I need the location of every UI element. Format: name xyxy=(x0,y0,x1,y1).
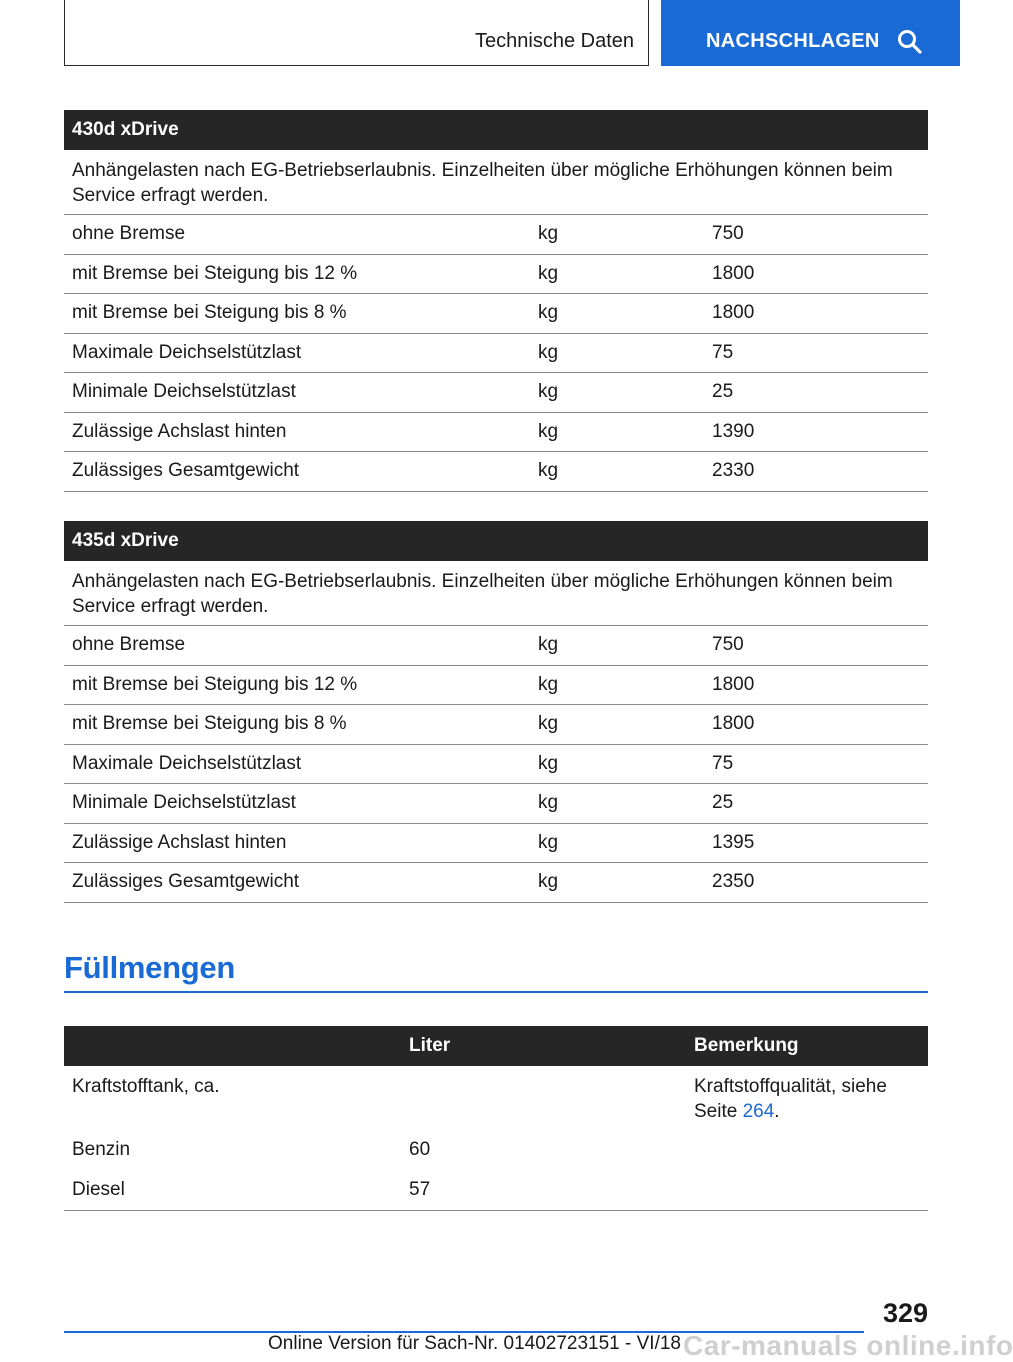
row-unit: kg xyxy=(538,792,559,814)
table-row xyxy=(64,824,928,864)
row-value: 1800 xyxy=(712,262,755,284)
table-row xyxy=(64,705,928,745)
row-label: Diesel xyxy=(72,1179,125,1200)
row-unit: kg xyxy=(538,302,559,324)
row-unit: kg xyxy=(538,673,559,695)
page-link[interactable]: 264 xyxy=(742,1101,775,1122)
row-label: ohne Bremse xyxy=(72,634,186,656)
table-row xyxy=(64,334,928,374)
row-label: mit Bremse bei Steigung bis 8 % xyxy=(72,713,347,735)
nachschlagen-label: NACHSCHLAGEN xyxy=(706,30,880,52)
row-unit: kg xyxy=(538,381,559,403)
table-row xyxy=(64,373,928,413)
row-value: 75 xyxy=(712,752,734,774)
table-row xyxy=(64,1130,928,1170)
row-label: Maximale Deichselstützlast xyxy=(72,341,302,363)
table-row xyxy=(64,452,928,492)
row-label: Zulässige Achslast hinten xyxy=(72,831,287,853)
footer-online-version: Online Version für Sach-Nr. 01402723151 - VI/18 xyxy=(268,1333,681,1354)
nachschlagen-button[interactable] xyxy=(661,0,960,66)
row-unit: kg xyxy=(538,223,559,245)
row-value: 1390 xyxy=(712,420,755,442)
row-unit: kg xyxy=(538,341,559,363)
spec-table-note: Anhängelasten nach EG-Betriebserlaubnis. Einzelheiten über mögliche Erhöhungen können beim Service erfragt werden. xyxy=(64,150,928,215)
table-row xyxy=(64,255,928,295)
row-value: 750 xyxy=(712,634,744,656)
row-remark xyxy=(694,1074,928,1130)
section-title: Technische Daten xyxy=(475,30,634,52)
search-icon xyxy=(897,29,923,55)
row-label: Kraftstofftank, ca. xyxy=(72,1076,220,1097)
table-row xyxy=(64,294,928,334)
row-unit: kg xyxy=(538,460,559,482)
spec-table-430d xyxy=(64,110,928,492)
col-header-remark: Bemerkung xyxy=(694,1035,799,1056)
table-row xyxy=(64,745,928,785)
row-liter: 60 xyxy=(409,1139,431,1161)
row-liter: 57 xyxy=(409,1179,431,1200)
row-label: mit Bremse bei Steigung bis 8 % xyxy=(72,302,347,324)
col-header-liter: Liter xyxy=(409,1035,451,1056)
row-label: ohne Bremse xyxy=(72,223,186,245)
row-unit: kg xyxy=(538,262,559,284)
header-section-box xyxy=(64,0,649,66)
row-unit: kg xyxy=(538,713,559,735)
row-value: 750 xyxy=(712,223,744,245)
table-row xyxy=(64,863,928,903)
row-liter xyxy=(409,1074,694,1130)
table-row xyxy=(64,784,928,824)
row-value: 75 xyxy=(712,341,734,363)
fill-heading: Füllmengen xyxy=(64,950,235,985)
row-unit: kg xyxy=(538,752,559,774)
table-row xyxy=(64,626,928,666)
row-label: Zulässige Achslast hinten xyxy=(72,420,287,442)
row-unit: kg xyxy=(538,420,559,442)
table-row xyxy=(64,1066,928,1130)
row-unit: kg xyxy=(538,634,559,656)
page-number: 329 xyxy=(882,1298,928,1328)
row-label: Benzin xyxy=(72,1139,131,1161)
row-label: mit Bremse bei Steigung bis 12 % xyxy=(72,262,358,284)
table-row xyxy=(64,666,928,706)
row-value: 1800 xyxy=(712,673,755,695)
table-row xyxy=(64,413,928,453)
spec-table-note: Anhängelasten nach EG-Betriebserlaubnis. Einzelheiten über mögliche Erhöhungen können beim Service erfragt werden. xyxy=(64,561,928,626)
row-value: 1800 xyxy=(712,713,755,735)
row-value: 2350 xyxy=(712,871,755,893)
spec-table-title: 435d xDrive xyxy=(64,521,928,561)
row-unit: kg xyxy=(538,871,559,893)
watermark: Car-manuals online.info xyxy=(683,1330,1013,1361)
row-value: 2330 xyxy=(712,460,755,482)
row-label: Zulässiges Gesamtgewicht xyxy=(72,871,300,893)
row-label: Maximale Deichselstützlast xyxy=(72,752,302,774)
row-value: 25 xyxy=(712,381,734,403)
row-label: mit Bremse bei Steigung bis 12 % xyxy=(72,673,358,695)
spec-table-title: 430d xDrive xyxy=(64,110,928,150)
remark-text: Kraftstoffqualität, siehe Seite xyxy=(694,1076,887,1122)
spec-table-435d xyxy=(64,521,928,903)
row-label: Minimale Deichselstützlast xyxy=(72,792,296,814)
row-unit: kg xyxy=(538,831,559,853)
row-label: Minimale Deichselstützlast xyxy=(72,381,296,403)
row-value: 1395 xyxy=(712,831,755,853)
row-label: Zulässiges Gesamtgewicht xyxy=(72,460,300,482)
table-row xyxy=(64,215,928,255)
row-value: 25 xyxy=(712,792,734,814)
table-row xyxy=(64,1170,928,1211)
row-value: 1800 xyxy=(712,302,755,324)
remark-suffix: . xyxy=(774,1101,780,1122)
section-divider xyxy=(64,991,928,993)
fill-table-header xyxy=(64,1026,928,1066)
fill-table xyxy=(64,1026,928,1211)
